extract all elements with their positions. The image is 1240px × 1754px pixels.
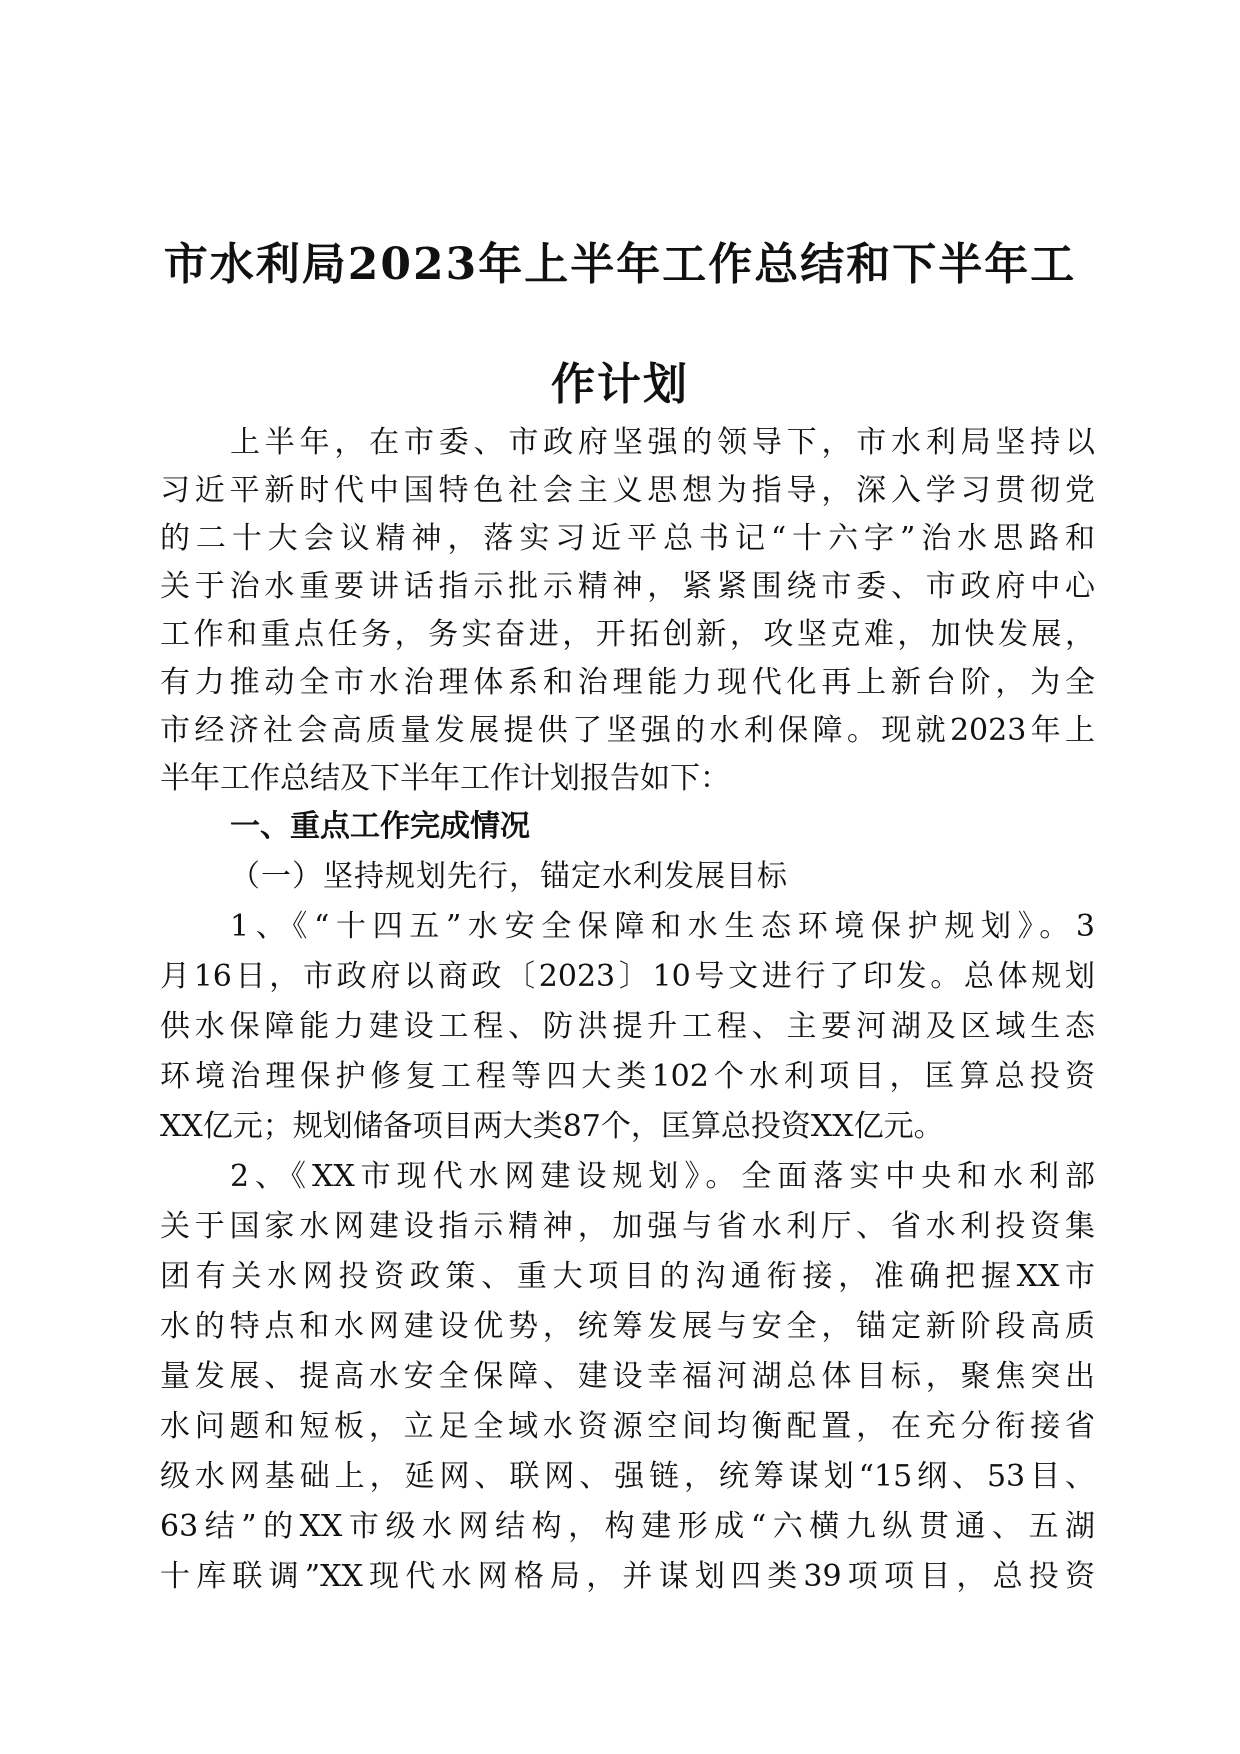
document-title-line-2: 作计划 <box>551 359 689 410</box>
item2-line: 十库联调”XX现代水网格局，并谋划四类39项项目，总投资 <box>160 1559 1095 1594</box>
intro-line: 半年工作总结及下半年工作计划报告如下： <box>160 761 730 796</box>
intro-line: 的二十大会议精神，落实习近平总书记“十六字”治水思路和 <box>160 521 1095 556</box>
item2-line: 量发展、提高水安全保障、建设幸福河湖总体目标，聚焦突出 <box>160 1359 1095 1394</box>
item1-line: 月16日，市政府以商政〔2023〕10号文进行了印发。总体规划 <box>160 959 1095 994</box>
item2-line: 水的特点和水网建设优势，统筹发展与安全，锚定新阶段高质 <box>160 1309 1095 1344</box>
item2-line: 级水网基础上，延网、联网、强链，统筹谋划“15纲、53目、 <box>160 1459 1095 1494</box>
item1-line: 1、《“十四五”水安全保障和水生态环境保护规划》。3 <box>230 909 1095 944</box>
item2-line: 团有关水网投资政策、重大项目的沟通衔接，准确把握XX市 <box>160 1259 1095 1294</box>
intro-line: 关于治水重要讲话指示批示精神，紧紧围绕市委、市政府中心 <box>160 569 1095 604</box>
item2-line: 水问题和短板，立足全域水资源空间均衡配置，在充分衔接省 <box>160 1409 1095 1444</box>
item1-line: 环境治理保护修复工程等四大类102个水利项目，匡算总投资 <box>160 1059 1095 1094</box>
item2-line: 关于国家水网建设指示精神，加强与省水利厅、省水利投资集 <box>160 1209 1095 1244</box>
intro-line: 工作和重点任务，务实奋进，开拓创新，攻坚克难，加快发展， <box>160 617 1095 652</box>
intro-line: 有力推动全市水治理体系和治理能力现代化再上新台阶，为全 <box>160 665 1095 700</box>
item1-line: 供水保障能力建设工程、防洪提升工程、主要河湖及区域生态 <box>160 1009 1095 1044</box>
subsection-heading: （一）坚持规划先行，锚定水利发展目标 <box>230 859 788 894</box>
item1-line: XX亿元；规划储备项目两大类87个，匡算总投资XX亿元。 <box>160 1109 944 1144</box>
intro-line: 上半年，在市委、市政府坚强的领导下，市水利局坚持以 <box>230 425 1095 460</box>
document-title-line-1: 市水利局2023年上半年工作总结和下半年工 <box>163 239 1077 290</box>
item2-line: 2、《XX市现代水网建设规划》。全面落实中央和水利部 <box>230 1159 1095 1194</box>
item2-line: 63结”的XX市级水网结构，构建形成“六横九纵贯通、五湖 <box>160 1509 1095 1544</box>
section-heading: 一、重点工作完成情况 <box>230 809 530 844</box>
intro-line: 习近平新时代中国特色社会主义思想为指导，深入学习贯彻党 <box>160 473 1095 508</box>
intro-line: 市经济社会高质量发展提供了坚强的水利保障。现就2023年上 <box>160 713 1095 748</box>
